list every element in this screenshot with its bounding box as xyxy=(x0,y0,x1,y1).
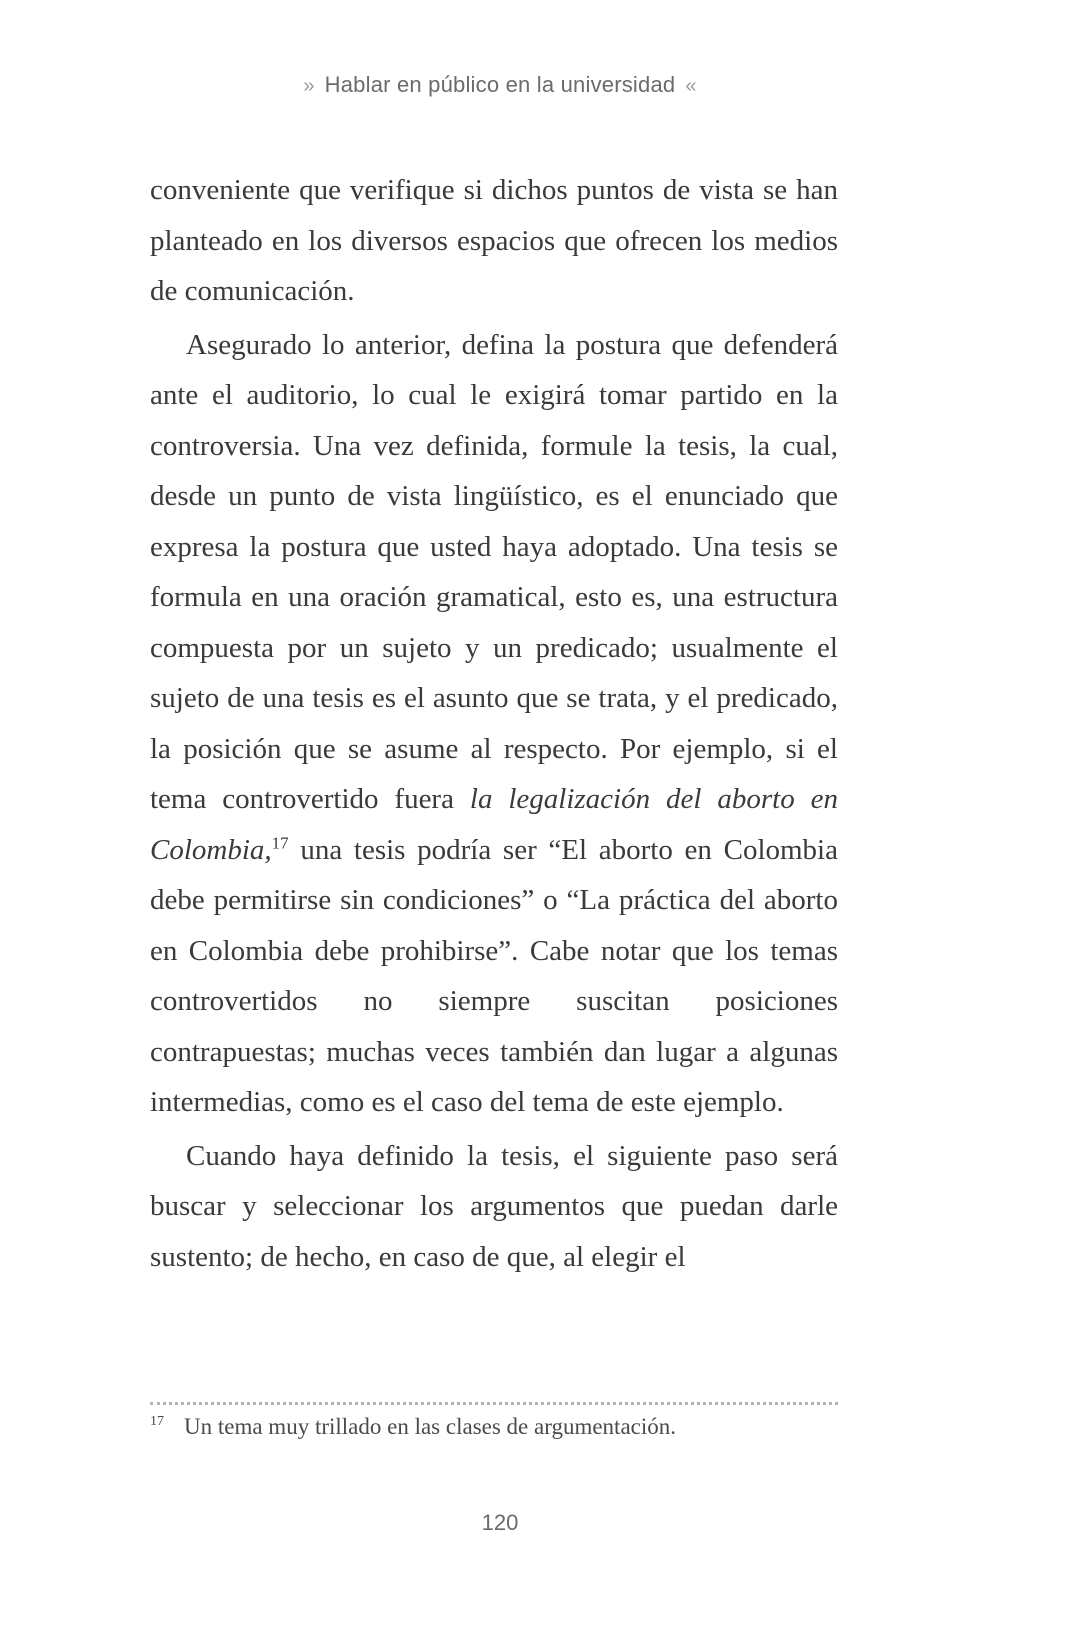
footnote-text: Un tema muy trillado en las clases de argumentación. xyxy=(184,1414,677,1439)
paragraph-thesis-text-start: Asegurado lo anterior, defina la postura que defenderá ante el auditorio, lo cual le exigirá tomar partido en la controversia. Una vez definida, formule la tesis, la cual, desde un punto de vista lingüístico, es el enunciado que expresa la postura que usted haya adoptado. Una tesis se formula en una oración gramatical, esto es, una estructura compuesta por un sujeto y un predicado; usualmente el sujeto de una tesis es el asunto que se trata, y el predicado, la posición que se asume al respecto. Por ejemplo, si el tema controvertido fuera xyxy=(150,328,838,815)
running-header-title: Hablar en público en la universidad xyxy=(324,72,676,97)
footnote-reference[interactable]: 17 xyxy=(271,832,289,852)
paragraph-thesis-text-end: una tesis podría ser “El aborto en Colombia debe permitirse sin condiciones” o “La práctica del aborto en Colombia debe prohibirse”. Cabe notar que los temas controvertidos no siempre suscitan posiciones contrapuestas; muchas veces también dan lugar a algunas intermedias, como es el caso del tema de este ejemplo. xyxy=(150,833,838,1118)
paragraph-arguments: Cuando haya definido la tesis, el siguiente paso será buscar y seleccionar los argumentos que puedan darle sustento; de hecho, en caso de que, al elegir el xyxy=(150,1139,838,1273)
paragraph-continuation: conveniente que verifique si dichos puntos de vista se han planteado en los diversos espacios que ofrecen los medios de comunicación. xyxy=(150,174,838,307)
footnote-divider xyxy=(150,1402,838,1405)
italic-example-topic: la legalización del aborto en Colombia, xyxy=(150,783,838,866)
body-text xyxy=(150,165,838,1285)
running-header xyxy=(0,72,1000,98)
header-left-guillemet: » xyxy=(303,75,315,97)
page-number: 120 xyxy=(481,1510,519,1535)
header-right-guillemet: « xyxy=(685,75,697,97)
footnote: 17 Un tema muy trillado en las clases de argumentación. xyxy=(150,1414,677,1439)
paragraph-thesis xyxy=(150,320,838,1128)
